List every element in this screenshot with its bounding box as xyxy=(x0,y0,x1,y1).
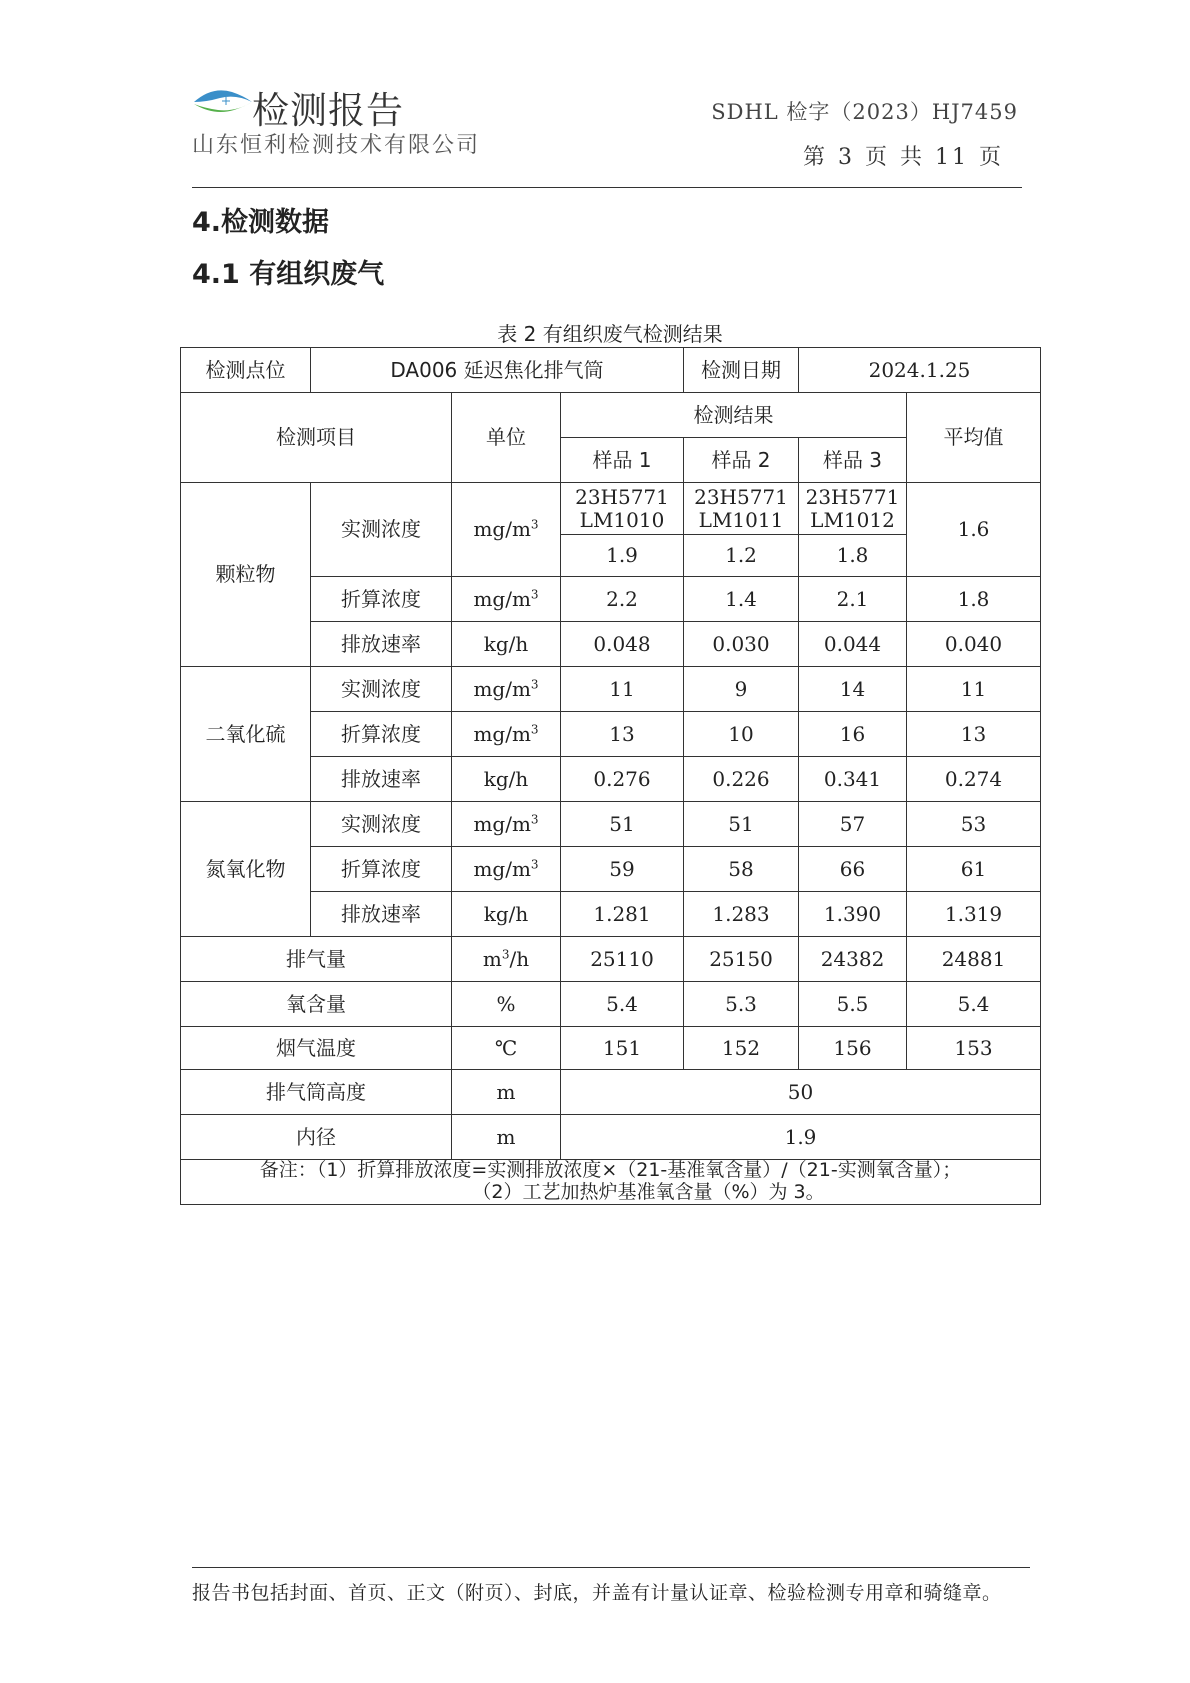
note-2: （2）工艺加热炉基准氧含量（%）为 3。 xyxy=(472,1180,825,1203)
sample-id-cell: 23H5771 LM1011 xyxy=(684,483,799,535)
section-heading: 4.检测数据 xyxy=(192,207,330,238)
value-cell: 58 xyxy=(684,847,799,892)
value-cell: 0.048 xyxy=(561,622,684,667)
avg-cell: 0.040 xyxy=(907,622,1041,667)
table-row xyxy=(181,802,1041,847)
unit-cell: $mg/m^3$ xyxy=(452,667,561,712)
avg-cell: 24881 xyxy=(907,937,1041,982)
unit-cell: kg/h xyxy=(452,892,561,937)
value-cell: 5.4 xyxy=(561,982,684,1027)
avg-cell: 53 xyxy=(907,802,1041,847)
avg-cell: 1.319 xyxy=(907,892,1041,937)
company-logo-icon xyxy=(192,82,254,120)
avg-cell: 1.8 xyxy=(907,577,1041,622)
unit-cell: kg/h xyxy=(452,757,561,802)
date-value: 2024.1.25 xyxy=(799,348,1041,393)
unit-cell: m xyxy=(452,1070,561,1115)
note-line-1 xyxy=(181,1160,1040,1182)
notes-cell xyxy=(181,1160,1041,1205)
value-cell: 1.281 xyxy=(561,892,684,937)
note-line-2 xyxy=(181,1182,1040,1204)
item-label: 烟气温度 xyxy=(181,1027,452,1070)
avg-cell: 61 xyxy=(907,847,1041,892)
table-row xyxy=(181,1027,1041,1070)
table-row xyxy=(181,1070,1041,1115)
unit-cell: ℃ xyxy=(452,1027,561,1070)
item-label: 折算浓度 xyxy=(311,577,452,622)
footer-text: 报告书包括封面、首页、正文（附页）、封底，并盖有计量认证章、检验检测专用章和骑缝章。 xyxy=(192,1582,1002,1604)
col-unit-header: 单位 xyxy=(452,393,561,483)
value-cell: 1.390 xyxy=(799,892,907,937)
value-cell: 14 xyxy=(799,667,907,712)
unit-cell: $m^3/h$ xyxy=(452,937,561,982)
value-cell: 51 xyxy=(684,802,799,847)
value-cell: 0.276 xyxy=(561,757,684,802)
value-cell: 0.226 xyxy=(684,757,799,802)
footer-divider xyxy=(192,1567,1030,1568)
sample-id-cell: 23H5771 LM1010 xyxy=(561,483,684,535)
table-row xyxy=(181,667,1041,712)
header-row xyxy=(181,393,1041,438)
site-label: 检测点位 xyxy=(181,348,311,393)
unit-cell: $mg/m^3$ xyxy=(452,802,561,847)
col-sample-3-header: 样品 3 xyxy=(799,438,907,483)
item-label: 实测浓度 xyxy=(311,802,452,847)
header-divider xyxy=(192,187,1022,188)
avg-cell: 0.274 xyxy=(907,757,1041,802)
value-cell: 0.030 xyxy=(684,622,799,667)
col-avg-header: 平均值 xyxy=(907,393,1041,483)
avg-cell: 11 xyxy=(907,667,1041,712)
col-item-header: 检测项目 xyxy=(181,393,452,483)
value-cell: 151 xyxy=(561,1027,684,1070)
logo-title: 检测报告 xyxy=(252,89,404,132)
results-table xyxy=(180,347,1041,1205)
item-label: 排气量 xyxy=(181,937,452,982)
table-caption: 表 2 有组织废气检测结果 xyxy=(497,322,723,346)
table-row xyxy=(181,483,1041,535)
notes-label: 备注： xyxy=(259,1159,317,1181)
item-label: 排气筒高度 xyxy=(181,1070,452,1115)
unit-cell: kg/h xyxy=(452,622,561,667)
site-row xyxy=(181,348,1041,393)
table-row xyxy=(181,1115,1041,1160)
table-row xyxy=(181,937,1041,982)
value-cell: 24382 xyxy=(799,937,907,982)
item-label: 内径 xyxy=(181,1115,452,1160)
value-cell: 25150 xyxy=(684,937,799,982)
value-cell: 16 xyxy=(799,712,907,757)
unit-cell: $mg/m^3$ xyxy=(452,577,561,622)
item-label: 排放速率 xyxy=(311,892,452,937)
value-cell: 9 xyxy=(684,667,799,712)
item-label: 实测浓度 xyxy=(311,483,452,577)
note-1: （1）折算排放浓度=实测排放浓度×（21-基准氧含量）/（21-实测氧含量）； xyxy=(316,1159,962,1181)
notes-row xyxy=(181,1160,1041,1205)
unit-cell: % xyxy=(452,982,561,1027)
value-cell: 2.1 xyxy=(799,577,907,622)
value-cell: 5.3 xyxy=(684,982,799,1027)
value-cell: 1.4 xyxy=(684,577,799,622)
group-label: 颗粒物 xyxy=(181,483,311,667)
col-sample-2-header: 样品 2 xyxy=(684,438,799,483)
value-cell: 0.044 xyxy=(799,622,907,667)
group-label: 氮氧化物 xyxy=(181,802,311,937)
item-label: 氧含量 xyxy=(181,982,452,1027)
merged-value-cell: 50 xyxy=(561,1070,1041,1115)
value-cell: 10 xyxy=(684,712,799,757)
value-cell: 1.283 xyxy=(684,892,799,937)
page-info: 第 3 页 共 11 页 xyxy=(803,145,1004,170)
col-sample-1-header: 样品 1 xyxy=(561,438,684,483)
item-label: 折算浓度 xyxy=(311,712,452,757)
avg-cell: 1.6 xyxy=(907,483,1041,577)
value-cell: 1.9 xyxy=(561,535,684,577)
col-results-header: 检测结果 xyxy=(561,393,907,438)
value-cell: 25110 xyxy=(561,937,684,982)
value-cell: 1.2 xyxy=(684,535,799,577)
value-cell: 66 xyxy=(799,847,907,892)
item-label: 排放速率 xyxy=(311,757,452,802)
unit-cell: $mg/m^3$ xyxy=(452,483,561,577)
avg-cell: 5.4 xyxy=(907,982,1041,1027)
value-cell: 5.5 xyxy=(799,982,907,1027)
value-cell: 11 xyxy=(561,667,684,712)
value-cell: 2.2 xyxy=(561,577,684,622)
item-label: 折算浓度 xyxy=(311,847,452,892)
sample-id-cell: 23H5771 LM1012 xyxy=(799,483,907,535)
avg-cell: 13 xyxy=(907,712,1041,757)
unit-cell: $mg/m^3$ xyxy=(452,712,561,757)
item-label: 排放速率 xyxy=(311,622,452,667)
report-number: SDHL 检字（2023）HJ7459 xyxy=(711,100,1018,124)
group-label: 二氧化硫 xyxy=(181,667,311,802)
company-name: 山东恒利检测技术有限公司 xyxy=(192,133,481,158)
date-label: 检测日期 xyxy=(684,348,799,393)
value-cell: 152 xyxy=(684,1027,799,1070)
value-cell: 156 xyxy=(799,1027,907,1070)
value-cell: 1.8 xyxy=(799,535,907,577)
avg-cell: 153 xyxy=(907,1027,1041,1070)
value-cell: 0.341 xyxy=(799,757,907,802)
value-cell: 59 xyxy=(561,847,684,892)
value-cell: 13 xyxy=(561,712,684,757)
merged-value-cell: 1.9 xyxy=(561,1115,1041,1160)
unit-cell: m xyxy=(452,1115,561,1160)
item-label: 实测浓度 xyxy=(311,667,452,712)
section-subheading: 4.1 有组织废气 xyxy=(192,259,385,290)
value-cell: 51 xyxy=(561,802,684,847)
site-value: DA006 延迟焦化排气筒 xyxy=(311,348,684,393)
table-row xyxy=(181,982,1041,1027)
unit-cell: $mg/m^3$ xyxy=(452,847,561,892)
value-cell: 57 xyxy=(799,802,907,847)
